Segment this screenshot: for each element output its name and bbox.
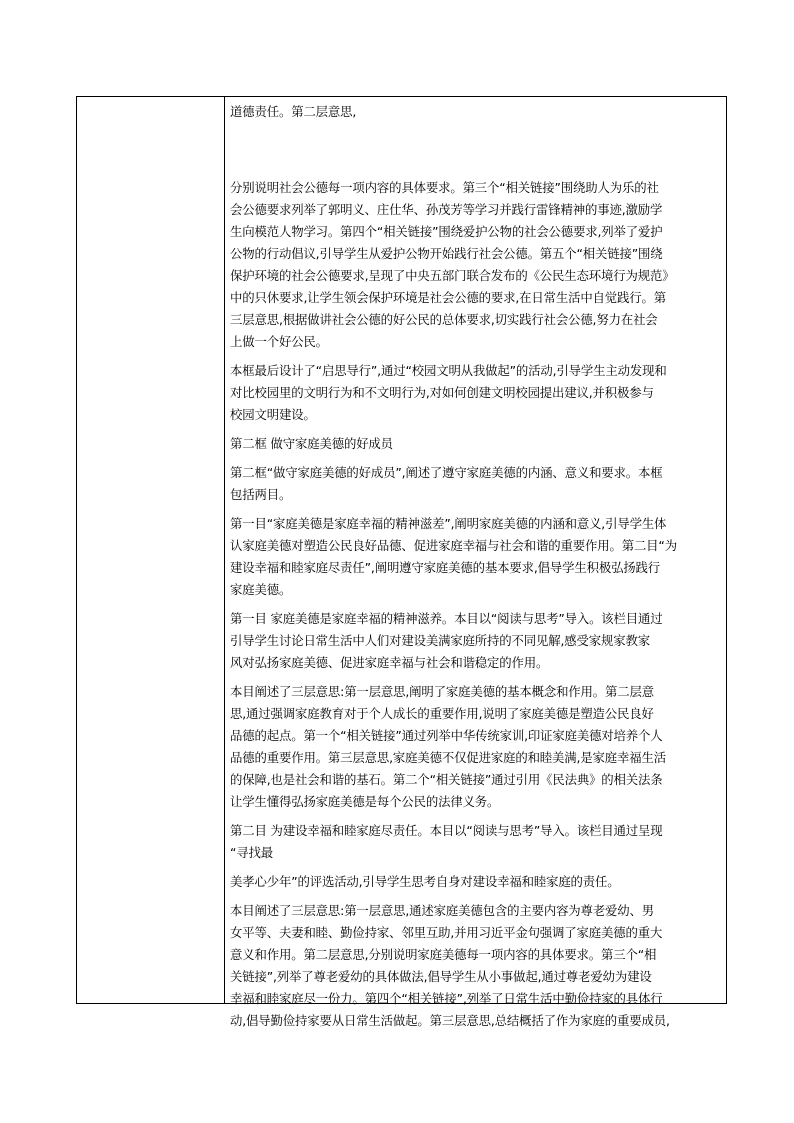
text-line: 第二框 做守家庭美德的好成员	[230, 436, 393, 451]
paragraph-spacer	[230, 123, 724, 177]
text-line: 第一目“家庭美德是家庭幸福的精神滋差”,阐明家庭美德的内涵和意义,引导学生体	[230, 516, 667, 531]
paragraph	[230, 820, 724, 864]
paragraph	[230, 360, 724, 426]
text-line: 第二框“做守家庭美德的好成员”,阐述了遵守家庭美德的内涵、意义和要求。本框	[230, 465, 663, 480]
text-line: 让学生懂得弘扬家庭美德是每个公民的法律义务。	[230, 794, 500, 809]
text-line: 道德责任。第二层意思,	[230, 104, 357, 119]
text-line: 美孝心少年”的评选活动,引导学生思考自身对建设幸福和睦家庭的责任。	[230, 874, 620, 889]
content-cell	[230, 101, 724, 1032]
text-line: 认家庭美德对塑造公民良好品德、促进家庭幸福与社会和谐的重要作用。第二目“为	[230, 538, 677, 553]
text-line: 建设幸福和睦家庭尽责任”,阐明遵守家庭美德的基本要求,倡导学生积极弘扬践行	[230, 560, 661, 575]
text-line: 生向模范人物学习。第四个“相关链接”围绕爱护公物的社会公德要求,列举了爱护	[230, 224, 663, 239]
text-line: 女平等、夫妻和睦、勤俭持家、邻里互助,并用习近平金句强调了家庭美德的重大	[230, 925, 663, 940]
paragraph	[230, 871, 724, 893]
paragraph-spacer	[230, 893, 724, 900]
text-line: 本目阐述了三层意思:第一层意思,阐明了家庭美德的基本概念和作用。第二层意	[230, 684, 654, 699]
text-line: 校园文明建设。	[230, 407, 316, 422]
text-line: 本目阐述了三层意思:第一层意思,通述家庭美德包含的主要内容为尊老爱幼、男	[230, 903, 654, 918]
paragraph-spacer	[230, 813, 724, 820]
paragraph-spacer	[230, 353, 724, 360]
text-line: 保护环境的社会公德要求,呈现了中央五部门联合发布的《公民生态环境行为规范》	[230, 268, 675, 283]
text-line: 意义和作用。第二层意思,分别说明家庭美德每一项内容的具体要求。第三个“相	[230, 947, 657, 962]
text-line: 品德的起点。第一个“相关链接”通过列举中华传统家训,印证家庭美德对培养个人	[230, 728, 663, 743]
paragraph-spacer	[230, 506, 724, 513]
text-line: 本框最后设计了“启思导行”,通过“校园文明从我做起”的活动,引导学生主动发现和	[230, 363, 667, 378]
text-line: 动,倡导勤俭持家要从日常生活做起。第三层意思,总结概括了作为家庭的重要成员,	[230, 1013, 670, 1028]
text-line: 引导学生讨论日常生活中人们对建设美满家庭所持的不同见解,感受家规家教家	[230, 633, 650, 648]
text-line: 三层意思,根据做讲社会公德的好公民的总体要求,切实践行社会公德,努力在社会	[230, 312, 658, 327]
text-line: 上做一个好公民。	[230, 334, 328, 349]
paragraph-spacer	[230, 864, 724, 871]
content-table	[76, 96, 727, 1028]
text-line: 关链接”,列举了尊老爱幼的具体做法,倡导学生从小事做起,通过尊老爱幼为建设	[230, 969, 652, 984]
text-line: 的保障,也是社会和谐的基石。第二个“相关链接”通过引用《民法典》的相关法条	[230, 772, 663, 787]
text-line: 分别说明社会公德每一项内容的具体要求。第三个“相关链接”围绕助人为乐的社	[230, 180, 659, 195]
paragraph	[230, 513, 724, 601]
text-line: 品德的重要作用。第三层意思,家庭美德不仅促进家庭的和睦美满,是家庭幸福生活	[230, 750, 666, 765]
paragraph	[230, 681, 724, 813]
text-line: 家庭美德。	[230, 582, 292, 597]
text-line: 第二目 为建设幸福和睦家庭尽责任。本目以“阅读与思考”导入。该栏目通过呈现	[230, 823, 663, 838]
paragraph	[230, 433, 724, 455]
text-line: 第一目 家庭美德是家庭幸福的精神滋养。本目以“阅读与思考”导入。该栏目通过	[230, 611, 663, 626]
paragraph	[230, 101, 724, 123]
text-line: 幸福和睦家庭尽一份力。第四个“相关链接”,列举了日常生活中勤俭持家的具体行	[230, 991, 663, 1006]
paragraph-spacer	[230, 426, 724, 433]
text-line: “寻找最	[230, 845, 273, 860]
paragraph-spacer	[230, 674, 724, 681]
paragraph-spacer	[230, 601, 724, 608]
column-divider	[224, 97, 225, 1003]
paragraph	[230, 900, 724, 1032]
paragraph-spacer	[230, 455, 724, 462]
paragraph	[230, 608, 724, 674]
text-line: 中的只休要求,让学生领会保护环境是社会公德的要求,在日常生活中自觉践行。第	[230, 290, 666, 305]
paragraph	[230, 177, 724, 353]
paragraph	[230, 462, 724, 506]
text-line: 包括两目。	[230, 487, 292, 502]
text-line: 思,通过强调家庭教育对于个人成长的重要作用,说明了家庭美德是塑造公民良好	[230, 706, 654, 721]
text-line: 风对弘扬家庭美德、促进家庭幸福与社会和谐稳定的作用。	[230, 655, 549, 670]
text-line: 对比校园里的文明行为和不文明行为,对如何创建文明校园提出建议,并积极参与	[230, 385, 654, 400]
text-line: 公物的行动倡议,引导学生从爱护公物开始践行社会公德。第五个“相关链接”围绕	[230, 246, 663, 261]
text-line: 会公德要求列举了郭明义、庄仕华、孙茂芳等学习并践行雷锋精神的事迹,激励学	[230, 202, 663, 217]
